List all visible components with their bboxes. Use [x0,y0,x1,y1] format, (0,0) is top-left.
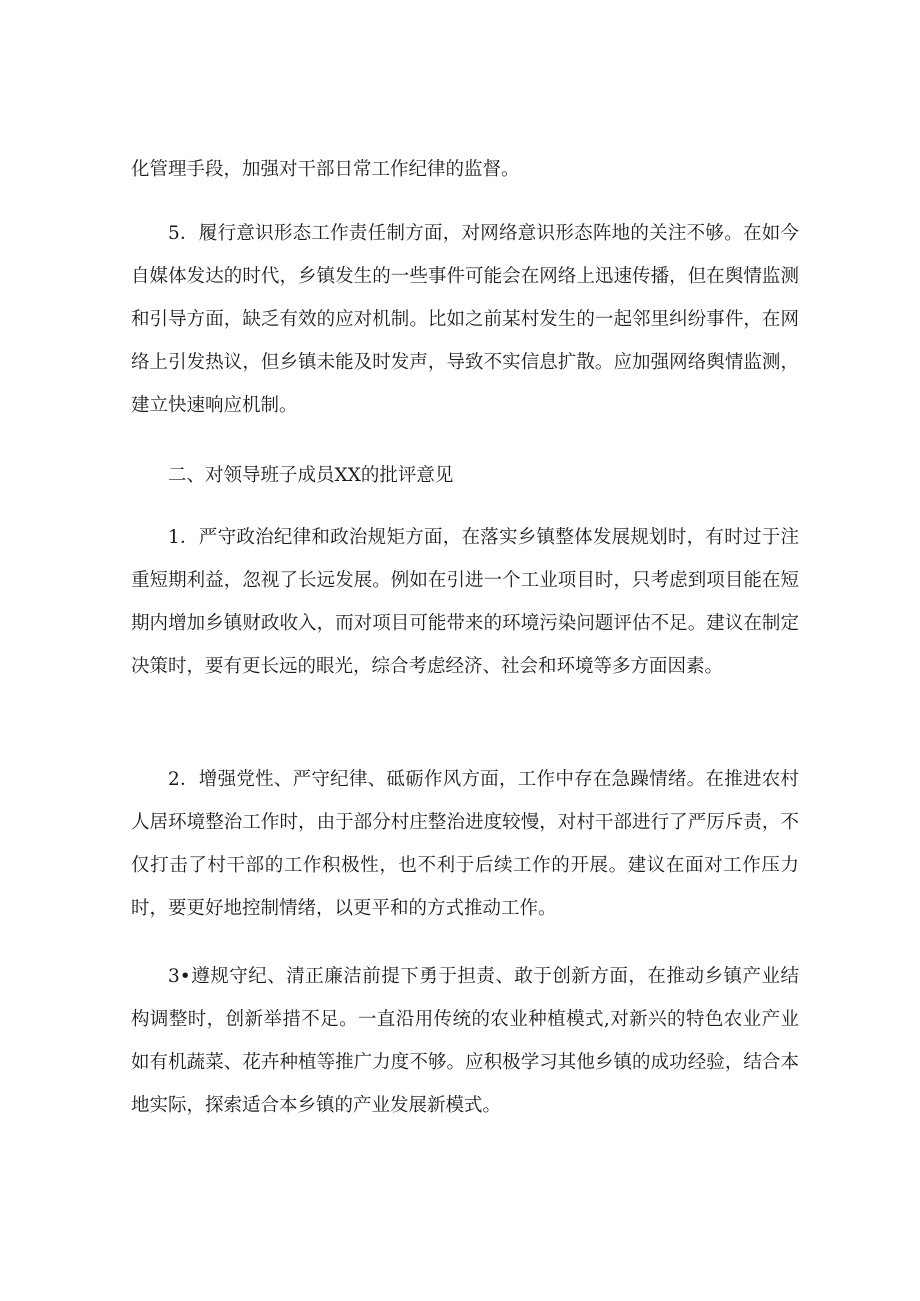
paragraph-item-5-ideology: 5．履行意识形态工作责任制方面，对网络意识形态阵地的关注不够。在如今自媒体发达的时代，乡镇发生的一些事件可能会在网络上迅速传播，但在舆情监测和引导方面，缺乏有效的应对机制。比如之前某村发生的一起邻里纠纷事件，在网络上引发热议，但乡镇未能及时发声，导致不实信息扩散。应加强网络舆情监测，建立快速响应机制。 [131,223,799,416]
paragraph-item-2-party-spirit: 2．增强党性、严守纪律、砥砺作风方面，工作中存在急躁情绪。在推进农村人居环境整治工作时，由于部分村庄整治进度较慢，对村干部进行了严厉斥责，不仅打击了村干部的工作积极性，也不利于后续工作的开展。建议在面对工作压力时，要更好地控制情绪，以更平和的方式推动工作。 [131,769,799,919]
paragraph-continuation: 化管理手段，加强对干部日常工作纪律的监督。 [131,159,520,180]
section-heading: 二、对领导班子成员XX的批评意见 [168,465,454,486]
paragraph-item-3-innovation: 3•遵规守纪、清正廉洁前提下勇于担责、敢于创新方面，在推动乡镇产业结构调整时，创新举措不足。一直沿用传统的农业种植模式,对新兴的特色农业产业如有机蔬菜、花卉种植等推广力度不够。应积极学习其他乡镇的成功经验，结合本地实际，探索适合本乡镇的产业发展新模式。 [131,966,799,1116]
paragraph-item-1-political-discipline: 1．严守政治纪律和政治规矩方面，在落实乡镇整体发展规划时，有时过于注重短期利益，忽视了长远发展。例如在引进一个工业项目时，只考虑到项目能在短期内增加乡镇财政收入，而对项目可能带来的环境污染问题评估不足。建议在制定决策时，要有更长远的眼光，综合考虑经济、社会和环境等多方面因素。 [131,527,799,677]
